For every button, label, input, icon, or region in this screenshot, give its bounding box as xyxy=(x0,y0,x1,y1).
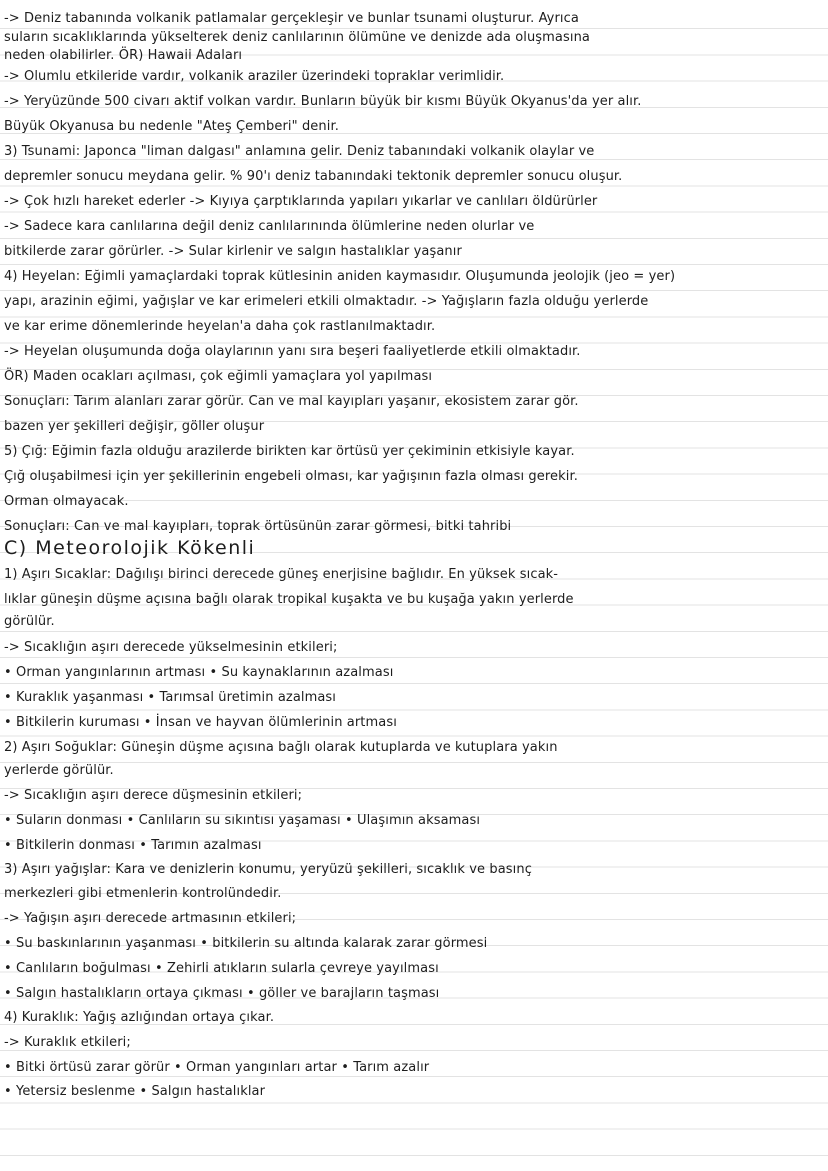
note-line: Orman olmayacak. xyxy=(4,494,129,509)
note-line: 2) Aşırı Soğuklar: Güneşin düşme açısına bağlı olarak kutuplarda ve kutuplara yakın xyxy=(4,740,558,755)
note-line: yerlerde görülür. xyxy=(4,763,114,778)
note-line: • Suların donması • Canlıların su sıkıntısı yaşaması • Ulaşımın aksaması xyxy=(4,813,481,828)
section-heading: C) Meteorolojik Kökenli xyxy=(4,537,256,559)
note-line: • Yetersiz beslenme • Salgın hastalıklar xyxy=(4,1084,266,1099)
note-line: • Bitki örtüsü zarar görür • Orman yangınları artar • Tarım azalır xyxy=(4,1060,430,1075)
note-line: Sonuçları: Tarım alanları zarar görür. Can ve mal kayıpları yaşanır, ekosistem zarar gör. xyxy=(4,394,579,409)
note-line: -> Heyelan oluşumunda doğa olaylarının yanı sıra beşeri faaliyetlerde etkili olmaktadır. xyxy=(4,344,581,359)
note-line: • Bitkilerin donması • Tarımın azalması xyxy=(4,838,262,853)
note-line: -> Olumlu etkileride vardır, volkanik araziler üzerindeki topraklar verimlidir. xyxy=(4,69,505,84)
note-line: yapı, arazinin eğimi, yağışlar ve kar erimeleri etkili olmaktadır. -> Yağışların fazla olduğu yerlerde xyxy=(4,294,649,309)
note-line: -> Kuraklık etkileri; xyxy=(4,1035,131,1050)
note-line: -> Çok hızlı hareket ederler -> Kıyıya çarptıklarında yapıları yıkarlar ve canlıları öldürürler xyxy=(4,194,598,209)
note-line: suların sıcaklıklarında yükselterek deniz canlılarının ölümüne ve denizde ada oluşmasına xyxy=(4,30,590,45)
note-line: Büyük Okyanusa bu nedenle "Ateş Çemberi" denir. xyxy=(4,119,339,134)
note-line: depremler sonucu meydana gelir. % 90'ı deniz tabanındaki tektonik depremler sonucu oluşur. xyxy=(4,169,623,184)
note-line: lıklar güneşin düşme açısına bağlı olarak tropikal kuşakta ve bu kuşağa yakın yerlerde xyxy=(4,592,574,607)
note-line: ve kar erime dönemlerinde heyelan'a daha çok rastlanılmaktadır. xyxy=(4,319,436,334)
note-line: • Orman yangınlarının artması • Su kaynaklarının azalması xyxy=(4,665,394,680)
note-line: -> Deniz tabanında volkanik patlamalar gerçekleşir ve bunlar tsunami oluşturur. Ayrıca xyxy=(4,11,579,26)
note-line: 5) Çığ: Eğimin fazla olduğu arazilerde birikten kar örtüsü yer çekiminin etkisiyle kayar. xyxy=(4,444,575,459)
note-line: 4) Kuraklık: Yağış azlığından ortaya çıkar. xyxy=(4,1010,275,1025)
note-line: 1) Aşırı Sıcaklar: Dağılışı birinci derecede güneş enerjisine bağlıdır. En yüksek sıcak- xyxy=(4,567,559,582)
note-line: • Canlıların boğulması • Zehirli atıkların sularla çevreye yayılması xyxy=(4,961,439,976)
note-line: görülür. xyxy=(4,614,55,629)
note-line: bazen yer şekilleri değişir, göller oluşur xyxy=(4,419,265,434)
note-line: neden olabilirler. ÖR) Hawaii Adaları xyxy=(4,48,243,63)
note-line: -> Yeryüzünde 500 civarı aktif volkan vardır. Bunların büyük bir kısmı Büyük Okyanus'da yer alır. xyxy=(4,94,642,109)
note-line: ÖR) Maden ocakları açılması, çok eğimli yamaçlara yol yapılması xyxy=(4,369,433,384)
note-line: • Kuraklık yaşanması • Tarımsal üretimin azalması xyxy=(4,690,337,705)
note-line: -> Sıcaklığın aşırı derece düşmesinin etkileri; xyxy=(4,788,303,803)
note-line: • Bitkilerin kuruması • İnsan ve hayvan ölümlerinin artması xyxy=(4,715,397,730)
note-line: Sonuçları: Can ve mal kayıpları, toprak örtüsünün zarar görmesi, bitki tahribi xyxy=(4,519,512,534)
note-line: merkezleri gibi etmenlerin kontrolündedir. xyxy=(4,886,282,901)
note-line: • Su baskınlarının yaşanması • bitkilerin su altında kalarak zarar görmesi xyxy=(4,936,488,951)
note-line: 3) Tsunami: Japonca "liman dalgası" anlamına gelir. Deniz tabanındaki volkanik olaylar ve xyxy=(4,144,595,159)
note-line: -> Sadece kara canlılarına değil deniz canlılarınında ölümlerine neden olurlar ve xyxy=(4,219,535,234)
note-line: Çığ oluşabilmesi için yer şekillerinin engebeli olması, kar yağışının fazla olması gerekir. xyxy=(4,469,578,484)
note-line: 4) Heyelan: Eğimli yamaçlardaki toprak kütlesinin aniden kaymasıdır. Oluşumunda jeolojik (jeo = yer) xyxy=(4,269,676,284)
note-line: -> Yağışın aşırı derecede artmasının etkileri; xyxy=(4,911,297,926)
note-line: 3) Aşırı yağışlar: Kara ve denizlerin konumu, yeryüzü şekilleri, sıcaklık ve basınç xyxy=(4,862,532,877)
note-line: • Salgın hastalıkların ortaya çıkması • göller ve barajların taşması xyxy=(4,986,440,1001)
note-line: bitkilerde zarar görürler. -> Sular kirlenir ve salgın hastalıklar yaşanır xyxy=(4,244,462,259)
note-line: -> Sıcaklığın aşırı derecede yükselmesinin etkileri; xyxy=(4,640,338,655)
